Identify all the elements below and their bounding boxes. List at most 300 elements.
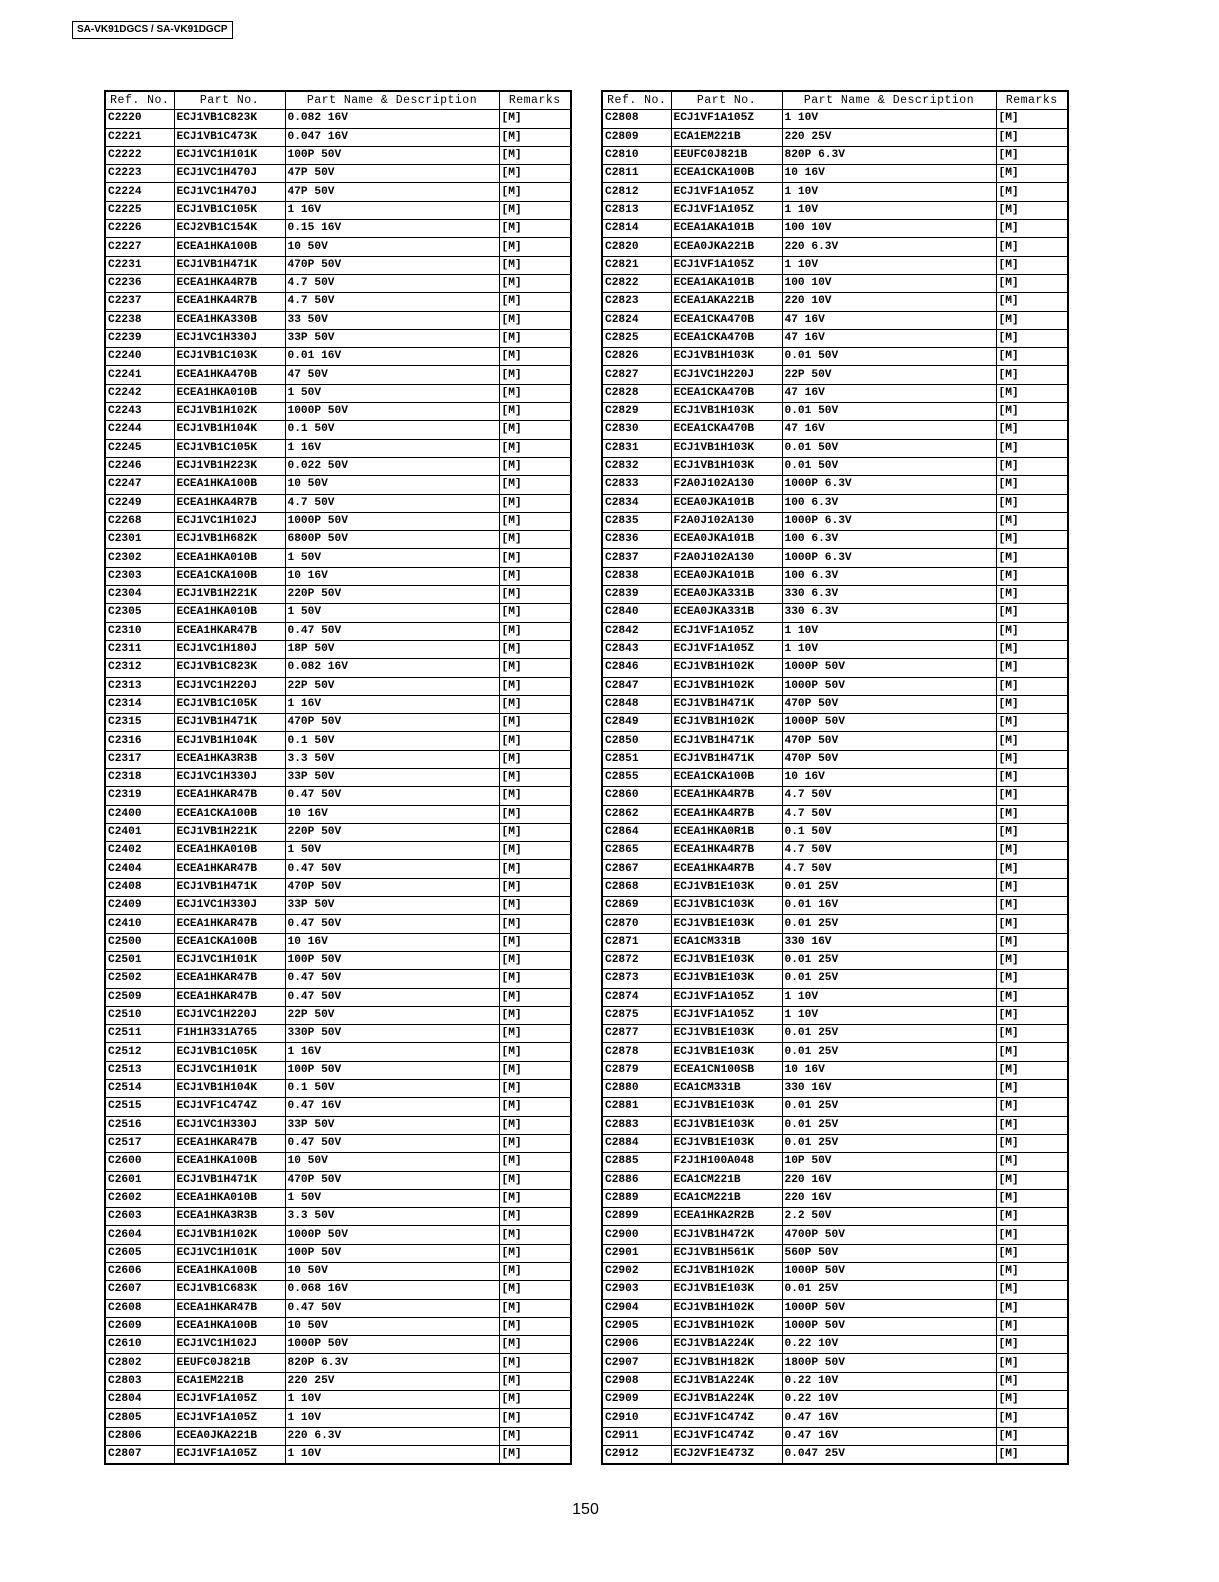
- table-row: [105, 970, 571, 988]
- table-row: [602, 110, 1068, 128]
- remarks-cell: [M]: [499, 183, 571, 201]
- description-cell: 47 16V: [782, 311, 996, 329]
- ref-no-cell: C2865: [602, 842, 671, 860]
- part-no-cell: ECJ1VB1E103K: [671, 1098, 782, 1116]
- ref-no-cell: C2516: [105, 1116, 174, 1134]
- remarks-cell: [M]: [996, 549, 1068, 567]
- ref-no-cell: C2886: [602, 1171, 671, 1189]
- part-no-cell: ECJ1VB1H221K: [174, 823, 285, 841]
- table-row: [602, 1061, 1068, 1079]
- ref-no-cell: C2500: [105, 933, 174, 951]
- remarks-cell: [M]: [996, 1226, 1068, 1244]
- part-no-cell: ECJ1VB1H471K: [671, 695, 782, 713]
- table-row: [105, 1080, 571, 1098]
- part-no-cell: ECJ1VB1H471K: [174, 256, 285, 274]
- table-row: [105, 586, 571, 604]
- table-row: [105, 1226, 571, 1244]
- remarks-cell: [M]: [499, 146, 571, 164]
- part-no-cell: ECJ1VB1C823K: [174, 659, 285, 677]
- part-no-cell: ECJ1VC1H220J: [174, 677, 285, 695]
- ref-no-cell: C2514: [105, 1080, 174, 1098]
- description-cell: 4.7 50V: [782, 842, 996, 860]
- remarks-cell: [M]: [499, 677, 571, 695]
- part-no-cell: ECEA1HKA010B: [174, 842, 285, 860]
- description-cell: 1 10V: [782, 1006, 996, 1024]
- description-cell: 0.01 25V: [782, 1116, 996, 1134]
- remarks-cell: [M]: [996, 677, 1068, 695]
- description-cell: 4.7 50V: [782, 860, 996, 878]
- description-cell: 1 50V: [285, 1189, 499, 1207]
- part-no-cell: ECEA0JKA101B: [671, 531, 782, 549]
- table-row: [602, 1043, 1068, 1061]
- part-no-cell: ECEA1CKA470B: [671, 329, 782, 347]
- description-cell: 220 16V: [782, 1189, 996, 1207]
- remarks-cell: [M]: [499, 732, 571, 750]
- part-no-cell: ECEA1HKA2R2B: [671, 1208, 782, 1226]
- table-row: [602, 622, 1068, 640]
- table-row: [105, 1189, 571, 1207]
- table-row: [602, 897, 1068, 915]
- ref-no-cell: C2871: [602, 933, 671, 951]
- part-no-cell: ECJ1VC1H102J: [174, 1336, 285, 1354]
- remarks-cell: [M]: [996, 165, 1068, 183]
- ref-no-cell: C2244: [105, 421, 174, 439]
- table-row: [105, 768, 571, 786]
- ref-no-cell: C2903: [602, 1281, 671, 1299]
- part-no-cell: ECEA1AKA101B: [671, 274, 782, 292]
- ref-no-cell: C2867: [602, 860, 671, 878]
- description-cell: 0.47 50V: [285, 915, 499, 933]
- part-no-cell: ECEA1HKA4R7B: [174, 293, 285, 311]
- ref-no-cell: C2303: [105, 567, 174, 585]
- table-row: [105, 220, 571, 238]
- table-row: [602, 274, 1068, 292]
- table-row: [602, 567, 1068, 585]
- ref-no-cell: C2247: [105, 476, 174, 494]
- ref-no-cell: C2823: [602, 293, 671, 311]
- part-no-cell: ECJ1VC1H101K: [174, 951, 285, 969]
- table-row: [105, 476, 571, 494]
- remarks-cell: [M]: [996, 695, 1068, 713]
- table-row: [105, 348, 571, 366]
- description-cell: 1 16V: [285, 695, 499, 713]
- remarks-cell: [M]: [996, 348, 1068, 366]
- part-no-cell: ECJ1VB1H102K: [174, 403, 285, 421]
- description-cell: 220 25V: [782, 128, 996, 146]
- ref-no-cell: C2610: [105, 1336, 174, 1354]
- ref-no-cell: C2310: [105, 622, 174, 640]
- description-cell: 0.22 10V: [782, 1372, 996, 1390]
- table-row: [105, 1244, 571, 1262]
- description-cell: 1000P 50V: [782, 1299, 996, 1317]
- table-header-row: [105, 91, 571, 110]
- part-no-cell: ECA1CM331B: [671, 1080, 782, 1098]
- ref-no-cell: C2239: [105, 329, 174, 347]
- ref-no-cell: C2237: [105, 293, 174, 311]
- part-no-cell: ECJ1VB1E103K: [671, 1116, 782, 1134]
- column-header-remarks: Remarks: [996, 91, 1068, 110]
- description-cell: 4.7 50V: [285, 494, 499, 512]
- remarks-cell: [M]: [996, 403, 1068, 421]
- ref-no-cell: C2236: [105, 274, 174, 292]
- description-cell: 0.01 50V: [782, 403, 996, 421]
- part-no-cell: ECEA0JKA331B: [671, 604, 782, 622]
- ref-no-cell: C2802: [105, 1354, 174, 1372]
- description-cell: 100 6.3V: [782, 531, 996, 549]
- remarks-cell: [M]: [499, 860, 571, 878]
- remarks-cell: [M]: [996, 220, 1068, 238]
- part-no-cell: EEUFC0J821B: [671, 146, 782, 164]
- part-no-cell: ECJ1VB1H471K: [671, 732, 782, 750]
- description-cell: 0.01 25V: [782, 970, 996, 988]
- ref-no-cell: C2881: [602, 1098, 671, 1116]
- table-row: [105, 1134, 571, 1152]
- remarks-cell: [M]: [996, 1080, 1068, 1098]
- ref-no-cell: C2400: [105, 805, 174, 823]
- part-no-cell: ECJ1VB1H102K: [671, 1263, 782, 1281]
- ref-no-cell: C2900: [602, 1226, 671, 1244]
- part-no-cell: ECA1CM331B: [671, 933, 782, 951]
- part-no-cell: ECEA0JKA221B: [671, 238, 782, 256]
- description-cell: 1 10V: [285, 1391, 499, 1409]
- remarks-cell: [M]: [996, 421, 1068, 439]
- remarks-cell: [M]: [499, 768, 571, 786]
- description-cell: 0.1 50V: [782, 823, 996, 841]
- remarks-cell: [M]: [996, 604, 1068, 622]
- part-no-cell: ECJ1VB1H471K: [174, 714, 285, 732]
- description-cell: 0.082 16V: [285, 110, 499, 128]
- part-no-cell: ECEA1HKA470B: [174, 366, 285, 384]
- ref-no-cell: C2831: [602, 439, 671, 457]
- table-row: [602, 457, 1068, 475]
- description-cell: 0.01 25V: [782, 1098, 996, 1116]
- ref-no-cell: C2515: [105, 1098, 174, 1116]
- remarks-cell: [M]: [499, 604, 571, 622]
- table-row: [602, 1336, 1068, 1354]
- ref-no-cell: C2870: [602, 915, 671, 933]
- description-cell: 0.01 25V: [782, 915, 996, 933]
- table-row: [602, 640, 1068, 658]
- remarks-cell: [M]: [996, 128, 1068, 146]
- remarks-cell: [M]: [499, 970, 571, 988]
- table-row: [602, 1189, 1068, 1207]
- ref-no-cell: C2404: [105, 860, 174, 878]
- ref-no-cell: C2847: [602, 677, 671, 695]
- remarks-cell: [M]: [499, 805, 571, 823]
- description-cell: 470P 50V: [285, 714, 499, 732]
- ref-no-cell: C2827: [602, 366, 671, 384]
- description-cell: 1 50V: [285, 549, 499, 567]
- part-no-cell: ECJ1VB1H102K: [671, 677, 782, 695]
- ref-no-cell: C2220: [105, 110, 174, 128]
- part-no-cell: ECJ1VF1A105Z: [671, 1006, 782, 1024]
- remarks-cell: [M]: [996, 1445, 1068, 1464]
- description-cell: 100P 50V: [285, 1244, 499, 1262]
- ref-no-cell: C2311: [105, 640, 174, 658]
- remarks-cell: [M]: [996, 640, 1068, 658]
- description-cell: 1000P 50V: [782, 1317, 996, 1335]
- remarks-cell: [M]: [499, 750, 571, 768]
- part-no-cell: ECEA1AKA221B: [671, 293, 782, 311]
- table-row: [602, 1445, 1068, 1464]
- remarks-cell: [M]: [996, 951, 1068, 969]
- remarks-cell: [M]: [996, 366, 1068, 384]
- table-row: [602, 805, 1068, 823]
- ref-no-cell: C2872: [602, 951, 671, 969]
- remarks-cell: [M]: [499, 622, 571, 640]
- description-cell: 47 16V: [782, 329, 996, 347]
- column-header-remarks: Remarks: [499, 91, 571, 110]
- description-cell: 1 10V: [782, 183, 996, 201]
- remarks-cell: [M]: [996, 1317, 1068, 1335]
- description-cell: 1000P 6.3V: [782, 476, 996, 494]
- description-cell: 0.47 50V: [285, 860, 499, 878]
- remarks-cell: [M]: [499, 640, 571, 658]
- table-row: [105, 421, 571, 439]
- ref-no-cell: C2512: [105, 1043, 174, 1061]
- table-row: [602, 238, 1068, 256]
- part-no-cell: ECEA0JKA101B: [671, 494, 782, 512]
- description-cell: 820P 6.3V: [782, 146, 996, 164]
- table-row: [602, 128, 1068, 146]
- remarks-cell: [M]: [996, 1098, 1068, 1116]
- ref-no-cell: C2806: [105, 1427, 174, 1445]
- description-cell: 0.47 16V: [782, 1409, 996, 1427]
- part-no-cell: ECJ1VB1C683K: [174, 1281, 285, 1299]
- ref-no-cell: C2809: [602, 128, 671, 146]
- remarks-cell: [M]: [996, 897, 1068, 915]
- description-cell: 10 50V: [285, 1153, 499, 1171]
- table-row: [602, 750, 1068, 768]
- table-row: [105, 659, 571, 677]
- description-cell: 10 50V: [285, 238, 499, 256]
- remarks-cell: [M]: [996, 439, 1068, 457]
- description-cell: 100 6.3V: [782, 567, 996, 585]
- description-cell: 1 10V: [782, 640, 996, 658]
- remarks-cell: [M]: [499, 1116, 571, 1134]
- remarks-cell: [M]: [499, 1098, 571, 1116]
- part-no-cell: ECJ1VB1A224K: [671, 1372, 782, 1390]
- table-row: [602, 494, 1068, 512]
- remarks-cell: [M]: [499, 494, 571, 512]
- remarks-cell: [M]: [499, 1445, 571, 1464]
- remarks-cell: [M]: [996, 1208, 1068, 1226]
- ref-no-cell: C2874: [602, 988, 671, 1006]
- part-no-cell: ECEA1CKA100B: [174, 805, 285, 823]
- part-no-cell: ECJ1VB1H102K: [671, 659, 782, 677]
- ref-no-cell: C2243: [105, 403, 174, 421]
- table-row: [105, 860, 571, 878]
- table-row: [602, 201, 1068, 219]
- remarks-cell: [M]: [499, 1189, 571, 1207]
- description-cell: 1 10V: [782, 201, 996, 219]
- part-no-cell: ECA1EM221B: [174, 1372, 285, 1390]
- table-row: [602, 1263, 1068, 1281]
- remarks-cell: [M]: [996, 586, 1068, 604]
- table-row: [602, 421, 1068, 439]
- remarks-cell: [M]: [499, 439, 571, 457]
- table-row: [105, 1061, 571, 1079]
- remarks-cell: [M]: [996, 494, 1068, 512]
- table-row: [602, 915, 1068, 933]
- table-row: [602, 183, 1068, 201]
- table-row: [105, 329, 571, 347]
- column-header-part-no: Part No.: [671, 91, 782, 110]
- part-no-cell: ECEA1HKA4R7B: [174, 494, 285, 512]
- ref-no-cell: C2301: [105, 531, 174, 549]
- part-no-cell: ECEA1HKA4R7B: [671, 860, 782, 878]
- part-no-cell: ECJ1VB1C103K: [174, 348, 285, 366]
- table-row: [105, 1263, 571, 1281]
- description-cell: 100 10V: [782, 220, 996, 238]
- part-no-cell: ECJ1VB1H103K: [671, 348, 782, 366]
- ref-no-cell: C2811: [602, 165, 671, 183]
- ref-no-cell: C2880: [602, 1080, 671, 1098]
- remarks-cell: [M]: [499, 274, 571, 292]
- part-no-cell: ECJ1VF1C474Z: [671, 1427, 782, 1445]
- description-cell: 1 10V: [782, 110, 996, 128]
- table-row: [105, 311, 571, 329]
- table-row: [105, 1427, 571, 1445]
- ref-no-cell: C2227: [105, 238, 174, 256]
- part-no-cell: ECJ1VB1H682K: [174, 531, 285, 549]
- description-cell: 0.01 25V: [782, 951, 996, 969]
- ref-no-cell: C2835: [602, 512, 671, 530]
- ref-no-cell: C2869: [602, 897, 671, 915]
- description-cell: 220 10V: [782, 293, 996, 311]
- ref-no-cell: C2839: [602, 586, 671, 604]
- description-cell: 22P 50V: [285, 1006, 499, 1024]
- part-no-cell: ECEA1HKA100B: [174, 238, 285, 256]
- ref-no-cell: C2836: [602, 531, 671, 549]
- remarks-cell: [M]: [499, 366, 571, 384]
- description-cell: 330 16V: [782, 1080, 996, 1098]
- table-header-row: [602, 91, 1068, 110]
- column-header-description: Part Name & Description: [782, 91, 996, 110]
- ref-no-cell: C2223: [105, 165, 174, 183]
- description-cell: 10 16V: [782, 1061, 996, 1079]
- table-row: [602, 549, 1068, 567]
- description-cell: 0.47 50V: [285, 988, 499, 1006]
- table-row: [602, 714, 1068, 732]
- description-cell: 10 16V: [782, 768, 996, 786]
- part-no-cell: ECEA0JKA221B: [174, 1427, 285, 1445]
- ref-no-cell: C2829: [602, 403, 671, 421]
- remarks-cell: [M]: [499, 1336, 571, 1354]
- ref-no-cell: C2826: [602, 348, 671, 366]
- ref-no-cell: C2601: [105, 1171, 174, 1189]
- table-row: [105, 842, 571, 860]
- ref-no-cell: C2855: [602, 768, 671, 786]
- description-cell: 220 6.3V: [285, 1427, 499, 1445]
- remarks-cell: [M]: [499, 329, 571, 347]
- table-row: [602, 787, 1068, 805]
- description-cell: 1800P 50V: [782, 1354, 996, 1372]
- description-cell: 2.2 50V: [782, 1208, 996, 1226]
- part-no-cell: ECJ1VB1H471K: [174, 1171, 285, 1189]
- parts-table-body-right: [602, 110, 1068, 1464]
- ref-no-cell: C2268: [105, 512, 174, 530]
- part-no-cell: ECJ1VB1E103K: [671, 951, 782, 969]
- remarks-cell: [M]: [499, 1354, 571, 1372]
- part-no-cell: ECEA1HKA010B: [174, 384, 285, 402]
- ref-no-cell: C2305: [105, 604, 174, 622]
- description-cell: 1 16V: [285, 201, 499, 219]
- description-cell: 100P 50V: [285, 146, 499, 164]
- part-no-cell: ECEA1CKA470B: [671, 311, 782, 329]
- ref-no-cell: C2513: [105, 1061, 174, 1079]
- ref-no-cell: C2828: [602, 384, 671, 402]
- description-cell: 0.01 25V: [782, 1281, 996, 1299]
- ref-no-cell: C2401: [105, 823, 174, 841]
- remarks-cell: [M]: [499, 531, 571, 549]
- description-cell: 0.1 50V: [285, 732, 499, 750]
- ref-no-cell: C2319: [105, 787, 174, 805]
- part-no-cell: ECJ1VB1H104K: [174, 421, 285, 439]
- ref-no-cell: C2824: [602, 311, 671, 329]
- remarks-cell: [M]: [499, 1372, 571, 1390]
- description-cell: 470P 50V: [285, 256, 499, 274]
- ref-no-cell: C2304: [105, 586, 174, 604]
- part-no-cell: F2J1H100A048: [671, 1153, 782, 1171]
- table-row: [105, 165, 571, 183]
- remarks-cell: [M]: [499, 1006, 571, 1024]
- table-row: [105, 1006, 571, 1024]
- description-cell: 1 50V: [285, 842, 499, 860]
- table-row: [602, 1208, 1068, 1226]
- table-row: [602, 531, 1068, 549]
- remarks-cell: [M]: [996, 659, 1068, 677]
- remarks-cell: [M]: [499, 695, 571, 713]
- description-cell: 1000P 50V: [782, 1263, 996, 1281]
- remarks-cell: [M]: [996, 1244, 1068, 1262]
- table-row: [105, 549, 571, 567]
- ref-no-cell: C2821: [602, 256, 671, 274]
- ref-no-cell: C2833: [602, 476, 671, 494]
- remarks-cell: [M]: [499, 238, 571, 256]
- part-no-cell: ECJ1VB1H223K: [174, 457, 285, 475]
- description-cell: 22P 50V: [782, 366, 996, 384]
- description-cell: 100 6.3V: [782, 494, 996, 512]
- ref-no-cell: C2877: [602, 1025, 671, 1043]
- ref-no-cell: C2873: [602, 970, 671, 988]
- description-cell: 0.082 16V: [285, 659, 499, 677]
- ref-no-cell: C2822: [602, 274, 671, 292]
- table-row: [602, 1299, 1068, 1317]
- description-cell: 1000P 50V: [285, 1226, 499, 1244]
- description-cell: 10 16V: [285, 567, 499, 585]
- ref-no-cell: C2843: [602, 640, 671, 658]
- remarks-cell: [M]: [996, 457, 1068, 475]
- ref-no-cell: C2860: [602, 787, 671, 805]
- remarks-cell: [M]: [499, 1134, 571, 1152]
- part-no-cell: ECJ1VF1A105Z: [174, 1409, 285, 1427]
- description-cell: 1 16V: [285, 1043, 499, 1061]
- ref-no-cell: C2901: [602, 1244, 671, 1262]
- parts-table-body-left: [105, 110, 571, 1464]
- part-no-cell: ECJ1VC1H330J: [174, 1116, 285, 1134]
- part-no-cell: ECJ1VB1H102K: [174, 1226, 285, 1244]
- table-row: [602, 604, 1068, 622]
- description-cell: 0.1 50V: [285, 421, 499, 439]
- remarks-cell: [M]: [996, 750, 1068, 768]
- description-cell: 470P 50V: [782, 732, 996, 750]
- table-row: [602, 1080, 1068, 1098]
- description-cell: 0.068 16V: [285, 1281, 499, 1299]
- table-row: [602, 220, 1068, 238]
- ref-no-cell: C2837: [602, 549, 671, 567]
- table-row: [602, 512, 1068, 530]
